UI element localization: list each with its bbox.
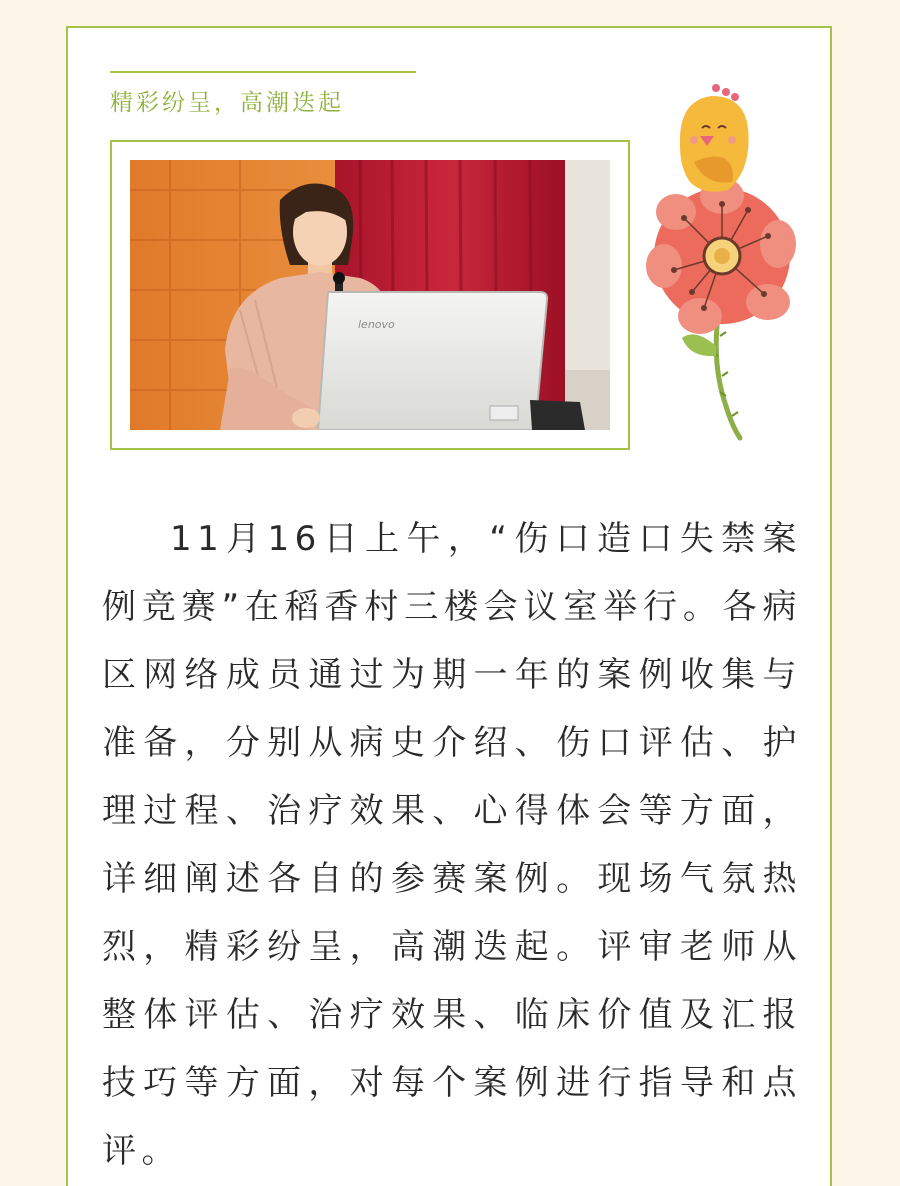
article-body: 11月16日上午，“伤口造口失禁案例竞赛”在稻香村三楼会议室举行。各病区网络成员通过为期一年的案例收集与准备，分别从病史介绍、伤口评估、护理过程、治疗效果、心得体会等方面，详细阐述各自的参赛案例。现场气氛热烈，精彩纷呈，高潮迭起。评审老师从整体评估、治疗效果、临床价值及汇报技巧等方面，对每个案例进行指导和点评。 <box>102 519 802 1171</box>
section-caption: 精彩纷呈，高潮迭起 <box>110 90 344 116</box>
presenter-photo <box>130 160 610 430</box>
laptop-brand-label: lenovo <box>358 318 395 331</box>
caption-divider <box>110 71 416 73</box>
bird-flower-illustration <box>640 66 800 446</box>
